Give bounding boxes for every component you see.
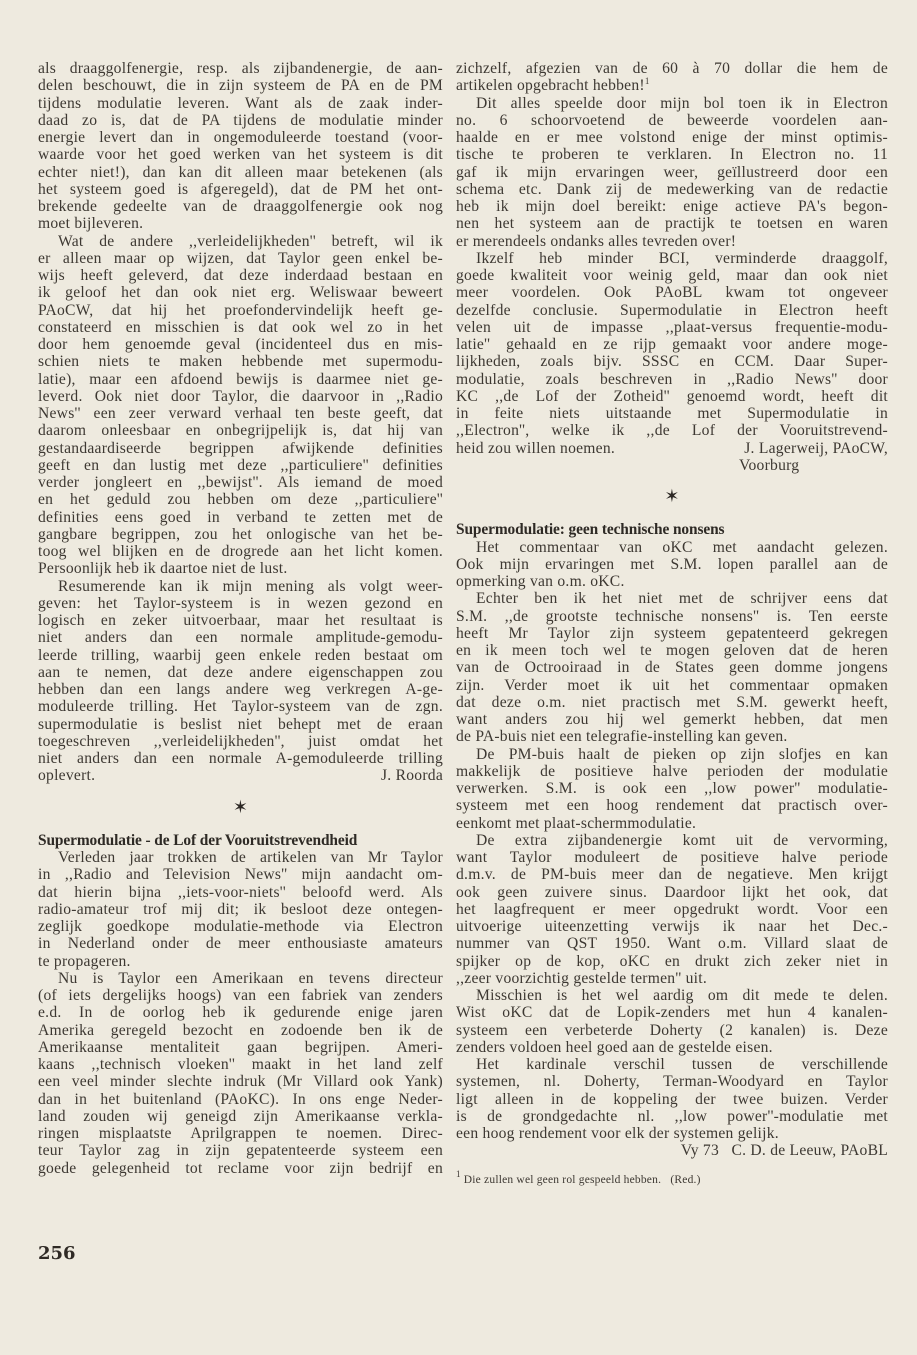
text-line: land zouden wij geneigd zijn Amerikaanse verkla- (38, 1107, 443, 1125)
text-line: zijn. Verder moet ik uit het commentaar opmaken (456, 676, 888, 694)
text-line: tijdens modulatie leveren. Want als de zaak inder- (38, 94, 443, 112)
article-3-paragraph-5 (456, 987, 888, 1056)
text-line: Verleden jaar trokken de artikelen van Mr Taylor (58, 849, 443, 866)
text-line: velen uit de impasse ,,plaat-versus frequentie-modu- (456, 318, 888, 336)
text-line: KC ,,de Lof der Zotheid'' genoemd wordt, heeft dit (456, 387, 888, 405)
text-line: aan te nemen, dat deze andere eigenschappen zou (38, 663, 443, 681)
text-line: supermodulatie is beslist niet behept met de eraan (38, 715, 443, 733)
article-2-paragraph-2 (38, 970, 443, 1177)
text-line: spijker op de kop, oKC en drukt zich zeker niet in (456, 952, 888, 970)
text-line: systeem met een hoog rendement dat practisch over- (456, 797, 888, 815)
text-line: Amerikaanse mentaliteit gaan begrijpen. Ameri- (38, 1038, 443, 1056)
text-line: latie), maar een afdoend bewijs is daarmee niet ge- (38, 370, 443, 388)
right-column (456, 60, 888, 1189)
text-line: goede kwaliteit voor weinig geld, maar dan ook niet (456, 267, 888, 284)
footnote (456, 1168, 888, 1189)
text-line: opmerking van o.m. oKC. (456, 573, 625, 590)
text-line: dan in het buitenland (PAoKC). In ons enge Neder- (38, 1090, 443, 1108)
text-line: een veel minder slechte indruk (Mr Villard ook Yank) (38, 1073, 443, 1091)
text-line: van de Octrooiraad in de States geen domme jongens (456, 659, 888, 677)
text-line: leverd. Ook niet door Taylor, die daarvoor in ,,Radio (38, 387, 443, 405)
text-line: PAoCW, dat hij het proefondervindelijk heeft ge- (38, 301, 443, 319)
text-line: latie'' gehaald en ze rijp gemaakt voor andere moge- (456, 336, 888, 353)
text-line: gangbare begrippen, zou het onlogische van het be- (38, 525, 443, 543)
article-3-paragraph-2 (456, 590, 888, 745)
article-3-paragraph-3 (456, 746, 888, 832)
text-line (456, 77, 888, 94)
text-line: zenders voldoen heel goed aan de gestelde eisen. (456, 1038, 773, 1056)
text-line: (of iets dergelijks hoogs) van een fabriek van zenders (38, 987, 443, 1004)
text-line: goede gelegenheid tot reclame voor zijn bedrijf en (38, 1159, 443, 1177)
text-line: Dit alles speelde door mijn bol toen ik in Electron (476, 94, 888, 112)
article-3-paragraph-1 (456, 539, 888, 591)
author-signature: J. Roorda (380, 767, 443, 785)
intro-paragraph (38, 60, 443, 233)
star-separator-icon: ✶ (232, 796, 249, 817)
text-line: moduleerde trilling. Het Taylor-systeem van de zgn. (38, 698, 443, 716)
text-line: verder jongleert en ,,bewijst''. Als iemand de moed (38, 474, 443, 491)
text-line: Wat de andere ,,verleidelijkheden'' betreft, wil ik (58, 232, 443, 250)
text-line: want anders zou hij wel gemerkt hebben, dat men (456, 711, 888, 728)
text-line: en het geduld zou hebben om deze ,,particuliere'' (38, 491, 443, 509)
text-line: makkelijk de positieve halve perioden der modulatie (456, 762, 888, 780)
text-line: daad zo is, dat de PA tijdens de modulatie minder (38, 111, 443, 129)
text-line: er merendeels ondanks alles tevreden over! (456, 232, 737, 250)
text-line: Nu is Taylor een Amerikaan en tevens directeur (58, 969, 443, 987)
text-line: in ,,Radio and Television News'' mijn aandacht om- (38, 866, 443, 884)
text-line: niet anders dan een normale A-gemoduleerde trilling (38, 750, 443, 767)
text-line: De extra zijbandenergie komt uit de vervorming, (476, 831, 888, 849)
author-signature: J. Lagerweij, PAoCW, (744, 439, 888, 457)
text-line: systemen, nl. Doherty, Terman-Woodyard en Taylor (456, 1073, 888, 1091)
text-line: wijs heeft geleverd, dat deze inderdaad bestaan en (38, 267, 443, 284)
text-line: Persoonlijk heb ik daartoe niet de lust. (38, 560, 288, 578)
text-line: tische te proberen te verklaren. In Electron no. 11 (456, 146, 888, 164)
text-line: dat deze o.m. niet practisch met S.M. gewerkt heeft, (456, 693, 888, 711)
text-line: en ik meen toch wel te mogen geloven dat de heren (456, 642, 888, 659)
text-line: brekende gedeelte van de draaggolfenergie ook nog (38, 198, 443, 215)
text-line: ,,Electron'', welke ik ,,de Lof der Vooruitstrevend- (456, 422, 888, 440)
text-line: Echter ben ik het niet met de schrijver eens dat (476, 590, 888, 608)
text-line: kaans ,,technisch vloeken'' maakt in het land zelf (38, 1056, 443, 1073)
text-line: meer voordelen. Ook PAoBL kwam tot ongeveer (456, 284, 888, 302)
author-signature-de-leeuw: Vy 73 C. D. de Leeuw, PAoBL (680, 1142, 888, 1160)
article-heading-geen-technische-nonsens: Supermodulatie: geen technische nonsens (456, 521, 725, 539)
text-line: uitvoerige uiteenzetting verwijs ik naar het Dec.- (456, 918, 888, 935)
text-line: echter niet!), dan kan dit alleen maar betekenen (als (38, 163, 443, 181)
text-line: het laagfrequent er meer opgedrukt wordt. Voor een (456, 900, 888, 918)
paragraph-last-word: oplevert. (38, 767, 96, 785)
text-line: in feite niets uitstaande met Supermodulatie in (456, 405, 888, 422)
text-line: d.m.v. de PM-buis meer dan de negatieve. Men krijgt (456, 866, 888, 884)
paragraph-ikzelf (456, 250, 888, 440)
text-line: dezelfde conclusie. Supermodulatie in Electron heeft (456, 301, 888, 319)
text-line: teur Taylor zag in zijn gepatenteerde systeem een (38, 1142, 443, 1160)
text-line: Amerika geregeld bezocht en zodoende ben ik de (38, 1021, 443, 1039)
text-line: modulatie, zoals beschreven in ,,Radio News'' door (456, 370, 888, 388)
paragraph-last-words: heid zou willen noemen. (456, 439, 616, 457)
text-line: te propageren. (38, 952, 131, 970)
text-line: constateerd en misschien is dat ook wel zo in het (38, 318, 443, 336)
text-line: waarde voor het goed werken van het systeem is dit (38, 146, 443, 164)
text-line: nummer van QST 1950. Want o.m. Villard slaat de (456, 935, 888, 953)
text-line: de PA-buis niet een telegrafie-instelling kan geven. (456, 728, 788, 746)
paragraph-dit-alles (456, 95, 888, 250)
footnote-text: Die zullen wel geen rol gespeeld hebben. (Red.) (463, 1173, 701, 1186)
text-line: want Taylor moduleert de positieve halve periode (456, 849, 888, 866)
text-line: Ikzelf heb minder BCI, verminderde draaggolf, (476, 249, 888, 267)
text-line: S.M. ,,de grootste technische nonsens'' is. Ten eerste (456, 607, 888, 625)
text-line: heeft Mr Taylor zijn systeem gepatenteerd gekregen (456, 624, 888, 642)
text-line: delen beschouwt, die in zijn systeem de PA en de PM (38, 77, 443, 95)
text-line: ik geloof het dan ook niet erg. Weliswaar beweert (38, 284, 443, 302)
text-line: ,,zeer voorzichtig gestelde termen'' uit. (456, 969, 707, 987)
footnote-marker[interactable]: 1 (644, 76, 650, 87)
text-line: een hoog rendement voor elk der systemen gelijk. (456, 1125, 779, 1142)
paragraph-verleidelijkheden (38, 233, 443, 578)
text-line: gaf ik mijn ervaringen weer, geïllustreerd door een (456, 163, 888, 181)
text-line: geven: het Taylor-systeem is in wezen gezond en (38, 594, 443, 612)
page-number: 256 (38, 1243, 76, 1264)
signature-row-lagerweij (456, 440, 888, 457)
text-line: als draaggolfenergie, resp. als zijbandenergie, de aan- (38, 60, 443, 77)
text-line: e.d. In de oorlog heb ik gedurende enige jaren (38, 1004, 443, 1022)
text-line: schien niets te maken hebbende met supermodu- (38, 353, 443, 371)
text-line: zichzelf, afgezien van de 60 à 70 dollar die hem de (456, 60, 888, 77)
text-line: leerde trilling, waarbij geen enkele reden bestaat om (38, 646, 443, 664)
text-line: niet anders dan een normale amplitude-gemodu- (38, 629, 443, 647)
text-line: dat hierin bijna ,,iets-voor-niets'' beloofd werd. Als (38, 883, 443, 901)
text-line: Resumerende kan ik mijn mening als volgt weer- (58, 577, 443, 595)
text-line: gestandaardiseerde begrippen afwijkende definities (38, 439, 443, 457)
text-line: no. 6 schoorvoetend de beweerde voordelen aan- (456, 111, 888, 129)
author-location: Voorburg (739, 456, 800, 474)
text-line: ringen misplaatste Aprilgrappen te noemen. Direc- (38, 1125, 443, 1142)
text-line: Het commentaar van oKC met aandacht gelezen. (476, 538, 888, 556)
text-line: geeft en dan lustig met deze ,,particuliere'' definities (38, 456, 443, 474)
text-line: schema etc. Dank zij de medewerking van de redactie (456, 180, 888, 198)
text-line: moet bijleveren. (38, 215, 144, 233)
text-line: definities eens goed in verband te zetten met de (38, 508, 443, 526)
signature-row-roorda (38, 767, 443, 784)
text-line: daarom onleesbaar en onbegrijpelijk is, dat hij van (38, 422, 443, 440)
text-line: verwerken. S.M. is ook een ,,low power'' modulatie- (456, 780, 888, 797)
left-column (38, 60, 443, 1177)
text-line: systeem een verbeterde Doherty (2 kanalen) is. Deze (456, 1021, 888, 1039)
text-line: haalde en er mee volstond enige der minst optimis- (456, 129, 888, 146)
text-line: energie levert dan in ongemoduleerde toestand (voor- (38, 129, 443, 146)
text-line: De PM-buis haalt de pieken op zijn slofjes en kan (476, 745, 888, 763)
text-line: het systeem goed is afgeregeld), dat de PM het ont- (38, 180, 443, 198)
text-line: Wist oKC dat de Lopik-zenders met hun 4 kanalen- (456, 1004, 888, 1022)
text-line: er alleen maar op wijzen, dat Taylor geen enkel be- (38, 249, 443, 267)
paragraph-resumerende (38, 578, 443, 768)
text-line: heb ik mijn doel bereikt: enige actieve PA's begon- (456, 198, 888, 215)
article-3-paragraph-6 (456, 1056, 888, 1142)
continuation-paragraph (456, 60, 888, 95)
text-line: ligt alleen in de koppeling der twee buizen. Verder (456, 1090, 888, 1108)
article-3-paragraph-4 (456, 832, 888, 987)
text-line: lijkheden, zoals bijv. SSSC en CCM. Daar Super- (456, 353, 888, 371)
article-2-paragraph-1 (38, 849, 443, 970)
footnote-number: 1 (456, 1168, 461, 1179)
star-separator-icon: ✶ (664, 486, 680, 506)
text-line: radio-amateur trof mij dit; ik besloot deze ontegen- (38, 900, 443, 918)
text-line: ook geen zuivere sinus. Daardoor lijkt het ook, dat (456, 883, 888, 901)
text-line: door hem genoemde geval (incidenteel dus en mis- (38, 336, 443, 353)
text-line: in Nederland onder de meer enthousiaste amateurs (38, 935, 443, 953)
text-line: zeglijk goedkope modulatie-methode via Electron (38, 918, 443, 935)
text-line: News'' een zeer verward verhaal ten beste geeft, dat (38, 405, 443, 422)
text-line: Ook mijn ervaringen met S.M. lopen parallel aan de (456, 555, 888, 573)
text-fragment: artikelen opgebracht hebben! (456, 77, 645, 95)
article-heading-lof-der-vooruitstrevendheid: Supermodulatie - de Lof der Vooruitstrevendheid (38, 831, 358, 849)
text-line: is de grondgedachte nl. ,,low power''-modulatie met (456, 1107, 888, 1125)
text-line: Misschien is het wel aardig om dit mede te delen. (476, 987, 888, 1004)
text-line: nen het systeem aan de practijk te toetsen en waren (456, 215, 888, 233)
text-line: toegeschreven ,,verleidelijkheden'', juist omdat het (38, 732, 443, 750)
text-line: logisch en zeker uitvoerbaar, maar het resultaat is (38, 612, 443, 629)
text-line: Het kardinale verschil tussen de verschillende (476, 1056, 888, 1073)
text-line: eenkomt met plaat-schermmodulatie. (456, 814, 697, 832)
text-line: toog wel blijken en de drogrede aan het licht komen. (38, 543, 443, 560)
text-line: hebben dan een langs andere weg verkregen A-ge- (38, 681, 443, 698)
